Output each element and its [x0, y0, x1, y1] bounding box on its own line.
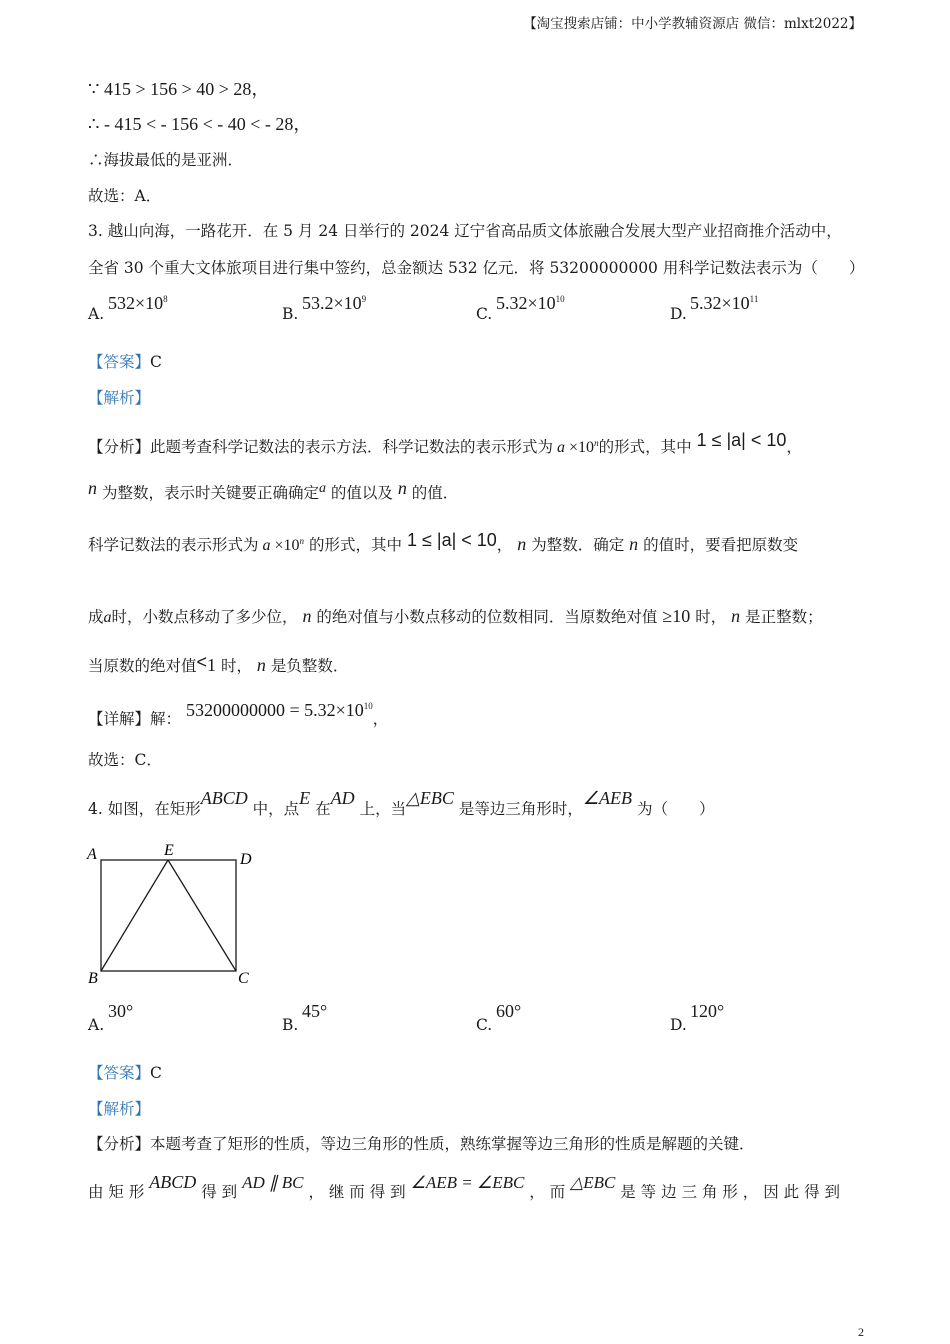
option-letter: C. — [476, 305, 493, 323]
option-letter: B. — [282, 1016, 299, 1034]
q4-stem: 4. 如图，在矩形ABCD 中，点E 在AD 上，当△EBC 是等边三角形时，∠AEB 为（ ） — [88, 788, 715, 818]
option-value: 60° — [496, 1001, 522, 1021]
method-line: 科学记数法的表示形式为 $a \times 10^n$ 的形式，其中 1 ≤ |a| < 10， n 为整数．确定 n 的值时，要看把原数变 — [88, 530, 799, 555]
proof-line: ∵ 415 > 156 > 40 > 28， — [88, 79, 270, 99]
analysis-line: 【分析】本题考查了矩形的性质，等边三角形的性质，熟练掌握等边三角形的性质是解题的关键． — [88, 1135, 755, 1153]
option-letter: A. — [88, 305, 105, 323]
rectangle-abcd — [101, 860, 236, 971]
detail-line: 【详解】解： $53200000000 = 5.32\times 10^{10}$， — [88, 700, 389, 728]
option-letter: A. — [88, 1016, 105, 1034]
label-e: E — [164, 842, 174, 859]
option-value: 45° — [302, 1001, 328, 1021]
answer-line: 【答案】C — [88, 353, 162, 371]
option-value: $5.32\times 10^{11}$ — [690, 293, 759, 313]
method-line: 当原数的绝对值<1 时， n 是负整数． — [88, 652, 349, 675]
label-d: D — [240, 851, 252, 868]
option-value: $5.32\times 10^{10}$ — [496, 293, 565, 313]
option-letter: D. — [670, 1016, 687, 1034]
q3-stem-line2: 全省 30 个重大文体旅项目进行集中签约，总金额达 532 亿元．将 53200000000 用科学记数法表示为（ ） — [88, 259, 865, 277]
proof-line: ∴ - 415 < - 156 < - 40 < - 28， — [88, 114, 312, 134]
analysis-heading: 【解析】 — [88, 389, 151, 407]
choice-line: 故选：C． — [88, 751, 162, 769]
option-value: 120° — [690, 1001, 725, 1021]
option-value: $53.2\times 10^9$ — [302, 293, 367, 313]
conclusion-line: ∴海拔最低的是亚洲． — [88, 151, 244, 169]
rectangle-figure — [82, 840, 262, 990]
label-c: C — [238, 970, 249, 987]
choice-line: 故选：A． — [88, 187, 162, 205]
page-header: 【淘宝搜索店铺：中小学教辅资源店 微信：mlxt2022】 — [523, 16, 862, 32]
label-a: A — [87, 846, 97, 863]
label-b: B — [88, 970, 98, 987]
option-letter: C. — [476, 1016, 493, 1034]
page-number: 2 — [858, 1325, 864, 1339]
reasoning-line: 由 矩 形 ABCD 得 到 AD ∥ BC ， 继 而 得 到 ∠AEB = ∠EBC ， 而 △EBC 是 等 边 三 角 形 ， 因 此 得 到 — [88, 1172, 841, 1201]
analysis-line: 【分析】此题考查科学记数法的表示方法．科学记数法的表示形式为 $a \times 10^n$的形式，其中 1 ≤ |a| < 10， — [88, 430, 802, 457]
method-line: 成a时，小数点移动了多少位， n 的绝对值与小数点移动的位数相同．当原数绝对值 ≥10 时， n 是正整数； — [88, 606, 823, 626]
option-value: $532\times 10^8$ — [108, 293, 168, 313]
option-value: 30° — [108, 1001, 134, 1021]
segment-be — [101, 860, 168, 971]
answer-line: 【答案】C — [88, 1064, 162, 1082]
segment-ec — [168, 860, 236, 971]
analysis-line: n 为整数，表示时关键要正确确定a 的值以及 n 的值． — [88, 478, 459, 502]
option-letter: B. — [282, 305, 299, 323]
q3-stem-line1: 3. 越山向海，一路花开．在 5 月 24 日举行的 2024 辽宁省高品质文体旅融合发展大型产业招商推介活动中， — [88, 222, 842, 240]
analysis-heading: 【解析】 — [88, 1100, 151, 1118]
option-letter: D. — [670, 305, 687, 323]
